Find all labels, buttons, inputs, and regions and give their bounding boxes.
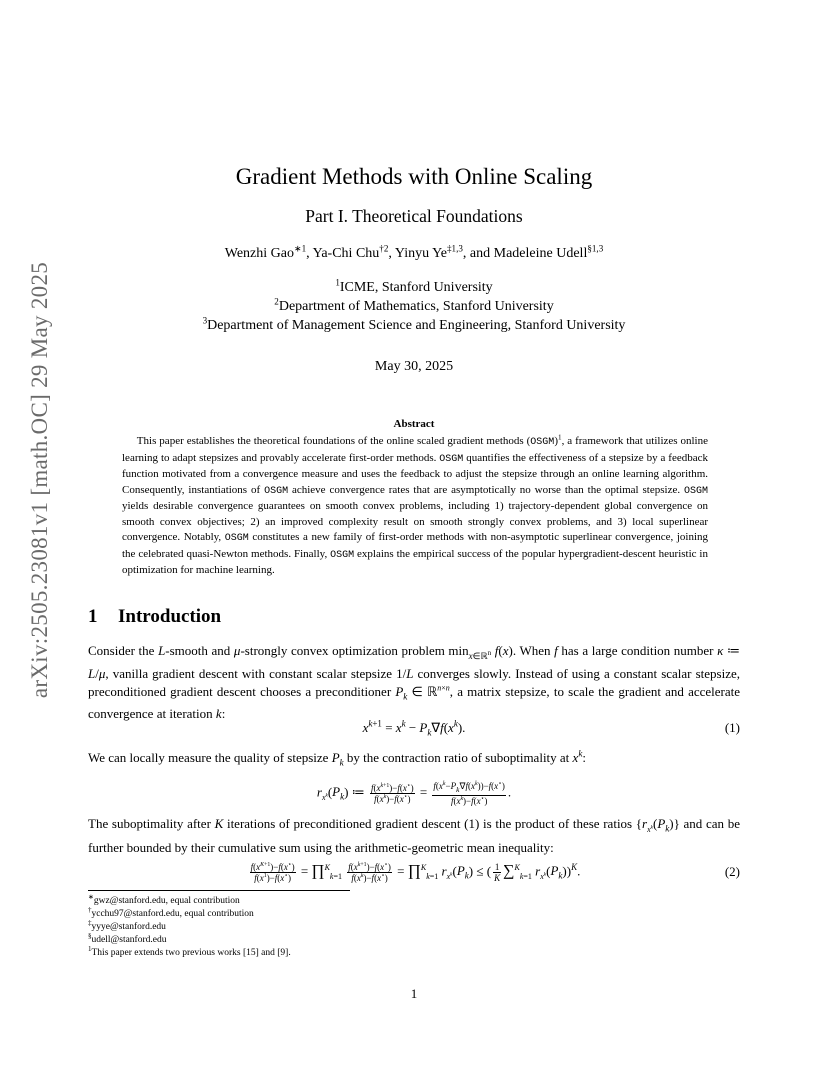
footnote [88, 931, 688, 947]
author-marks: ‡1,3 [447, 243, 463, 254]
osgm-term: OSGM [224, 533, 249, 544]
osgm-term: OSGM [683, 485, 708, 497]
footnote-text: udell@stanford.edu [91, 935, 167, 945]
footnote-text: This paper extends two previous works [15] and [9]. [91, 948, 291, 958]
affiliation-text: Department of Management Science and Engineering, Stanford University [207, 318, 626, 333]
osgm-term: OSGM [439, 453, 464, 465]
footnote [88, 905, 688, 921]
equation-1: $x^{k+1} = x^k - P_k\nabla f(x^k)$. [362, 718, 466, 738]
intro-paragraph: Consider the L-smooth and μ-strongly convex optimization problem $\min_{x\in ℝ^n} f(x)$. When f has a large condition number κ ≔ L/μ, vanilla gradient descent with constant scalar stepsize 1/L converges slowly. Instead of using a constant scalar stepsize, preconditioned gradient descent chooses a preconditioner $P_k$ ∈ ℝ$^{n\times n}$, a matrix stepsize, to scale the gradient and accelerate convergence at iteration k: [88, 643, 741, 722]
author-marks: †2 [379, 243, 389, 254]
footnote-mark: ∗ [88, 892, 94, 901]
page-number: 1 [410, 986, 418, 1001]
footnote-ref: 1 [557, 433, 562, 442]
abstract-text: ) [554, 435, 558, 447]
contraction-paragraph: We can locally measure the quality of stepsize $P_k$ by the contraction ratio of suboptimality at $x^k$: [88, 748, 586, 768]
affiliation-text: ICME, Stanford University [339, 280, 493, 295]
footnotes [88, 892, 688, 960]
osgm-term: OSGM [330, 549, 355, 561]
footnote [88, 892, 688, 908]
footnote [88, 944, 688, 960]
abstract-text: achieve convergence rates that are asymptotically no worse than the optimal stepsize. [288, 483, 684, 496]
author-name: Wenzhi Gao [224, 246, 294, 261]
section-heading [88, 606, 221, 628]
author-name: Madeleine Udell [493, 246, 588, 261]
ratio-equation: $r_{x^k}(P_k)$ ≔ $\frac{f(x^{k+1})-f(x^⋆)}{f(x^k)-f(x^⋆)}$ = $\frac{f(x^k-P_k\nabla f(x^k))-f(x^⋆)}{f(x^k)-f(x^⋆)}$ . [316, 781, 512, 806]
affiliation-mark: 3 [202, 315, 208, 326]
footnote-mark: 1 [88, 944, 92, 953]
affiliation [0, 296, 828, 315]
osgm-term: OSGM [264, 485, 289, 497]
affiliation [0, 315, 828, 334]
abstract-text: explains the empirical success of the popular hypergradient-descent heuristic in optimization for machine learning. [122, 547, 708, 576]
abstract-text: quantifies the effectiveness of a stepsize by a feedback function motivated from a convergence measure and uses the feedback to adjust the stepsize through an online learning algorithm. Consequently, instantiations of [122, 451, 708, 496]
abstract-body [122, 434, 708, 579]
affiliation [0, 277, 828, 296]
suboptimality-paragraph: The suboptimality after K iterations of preconditioned gradient descent (1) is the product of these ratios $\{r_{x^k}(P_k)\}$ and can be further bounded by their cumulative sum using the arithmetic-geometric mean inequality: [88, 816, 740, 855]
equation-2: $\frac{f(x^{K+1})-f(x^⋆)}{f(x^1)-f(x^⋆)}$ = ∏$^K_{k=1}$ $\frac{f(x^{k+1})-f(x^⋆)}{f(x^k)-f(x^⋆)}$ = ∏$^K_{k=1}$ $r_{x^k}(P_k)$ ≤ ( $\frac{1}{K}$ ∑$^K_{k=1}$ $r_{x^k}(P_k))^K$. [250, 862, 581, 883]
equation-number: (2) [724, 864, 740, 879]
equation-number: (1) [724, 720, 740, 735]
affiliation-mark: 1 [335, 277, 340, 288]
osgm-term: OSGM [530, 437, 555, 448]
footnote-rule [88, 890, 350, 891]
abstract-heading: Abstract [393, 418, 435, 430]
footnote [88, 918, 688, 934]
author-marks: ∗1 [293, 243, 307, 254]
footnote-mark: § [88, 931, 92, 940]
author-separator: , [306, 246, 313, 261]
author-separator: , [388, 246, 395, 261]
paper-title: Gradient Methods with Online Scaling [235, 164, 593, 189]
footnote-mark: † [88, 905, 92, 914]
paper-date: May 30, 2025 [374, 359, 454, 374]
arxiv-stamp-text: arXiv:2505.23081v1 [math.OC] 29 May 2025 [27, 261, 52, 699]
author-list [0, 243, 828, 262]
author-marks: §1,3 [587, 243, 604, 254]
section-number: 1 [88, 606, 98, 627]
author-name: Yinyu Ye [394, 246, 447, 261]
abstract-text: , a framework that utilizes online learning to adapt stepsizes and provably accelerate first-order methods. [122, 435, 708, 464]
abstract-text: yields desirable convergence guarantees on smooth convex problems, including 1) trajectory-dependent global convergence on smooth convex objectives; 2) an improved complexity result on smooth strongly convex problems, and 3) local superlinear convergence. Notably, [122, 500, 708, 543]
footnote-mark: ‡ [88, 918, 92, 927]
author-name: Ya-Chi Chu [312, 246, 380, 261]
abstract-text: constitutes a new family of first-order methods with non-asymptotic superlinear convergence, joining the celebrated quasi-Newton methods. Finally, [122, 531, 708, 560]
footnote-text: yyye@stanford.edu [91, 922, 166, 932]
section-title: Introduction [118, 606, 222, 627]
footnote-text: gwz@stanford.edu, equal contribution [93, 896, 240, 906]
abstract-text: This paper establishes the theoretical foundations of the online scaled gradient methods ( [136, 435, 531, 447]
affiliation-text: Department of Mathematics, Stanford University [278, 299, 554, 314]
affiliation-mark: 2 [274, 296, 279, 307]
footnote-text: ycchu97@stanford.edu, equal contribution [91, 909, 254, 919]
author-separator: , and [462, 246, 494, 261]
paper-subtitle: Part I. Theoretical Foundations [305, 206, 523, 226]
